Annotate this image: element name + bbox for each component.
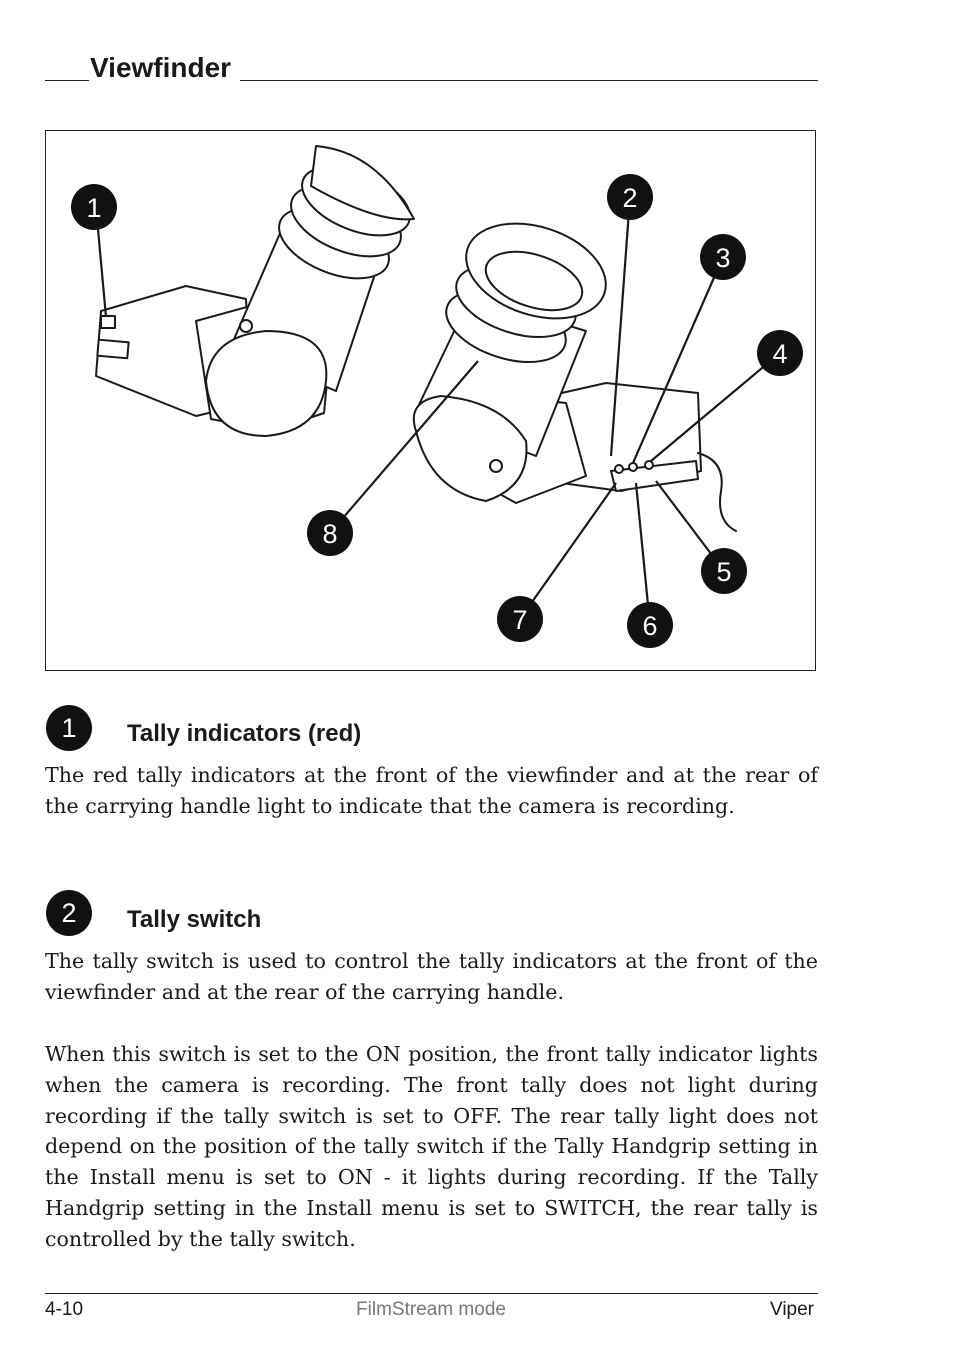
page-number: 4-10 — [45, 1299, 84, 1320]
item-1-heading: Tally indicators (red) — [127, 720, 362, 747]
callout-1 — [71, 184, 117, 230]
callout-1-label: 1 — [86, 193, 102, 223]
section-title: Viewfinder — [90, 52, 232, 83]
item-2-paragraph-1: The tally switch is used to control the tally indicators at the front of the viewfinder and at the rear of the carrying handle. — [45, 949, 818, 1004]
header-rule-left — [45, 80, 89, 81]
tally-switch-knob — [615, 465, 623, 473]
callout-4 — [757, 330, 803, 376]
callout-line-7 — [520, 483, 616, 619]
footer-product: Viper — [769, 1299, 814, 1320]
cable — [698, 453, 736, 531]
callout-8-label: 8 — [322, 519, 338, 549]
item-2-paragraph-2: When this switch is set to the ON position, the front tally indicator lights when the camera is recording. The front tally does not light during recording if the tally switch is set to OFF. The rear tally light does not depend on the position of the tally switch if the Tally Handgrip setting in the Install menu is set to ON - it lights during recording. If the Tally Handgrip setting in the Install menu is set to SWITCH, the rear tally is controlled by the tally switch. — [45, 1042, 818, 1251]
footer-rule — [45, 1293, 818, 1294]
callout-5-label: 5 — [716, 557, 732, 587]
callout-5 — [701, 548, 747, 594]
right-elbow-hole — [490, 460, 502, 472]
left-viewfinder-elbow — [206, 331, 326, 436]
callout-7-label: 7 — [512, 605, 528, 635]
item-1-badge: 1 — [46, 705, 92, 751]
viewfinder-figure — [45, 130, 816, 671]
callout-8 — [307, 510, 353, 556]
callout-2 — [607, 174, 653, 220]
left-tally-lamp — [101, 316, 115, 328]
callout-2-label: 2 — [622, 183, 638, 213]
callout-6 — [627, 602, 673, 648]
control-knob-2 — [629, 463, 637, 471]
control-knob-3 — [645, 461, 653, 469]
viewfinder-illustration — [46, 131, 815, 670]
footer-chapter: FilmStream mode — [356, 1299, 506, 1320]
left-elbow-hole — [240, 320, 252, 332]
callout-6-label: 6 — [642, 611, 658, 641]
header-rule-right — [240, 80, 818, 81]
item-1-paragraph: The red tally indicators at the front of the viewfinder and at the rear of the carrying handle light to indicate that the camera is recording. — [45, 763, 818, 818]
callout-3 — [700, 234, 746, 280]
callout-3-label: 3 — [715, 243, 731, 273]
item-2-heading: Tally switch — [127, 906, 262, 933]
item-2-badge: 2 — [46, 890, 92, 936]
callout-4-label: 4 — [772, 339, 788, 369]
callout-7 — [497, 596, 543, 642]
left-tally-window — [97, 340, 128, 359]
